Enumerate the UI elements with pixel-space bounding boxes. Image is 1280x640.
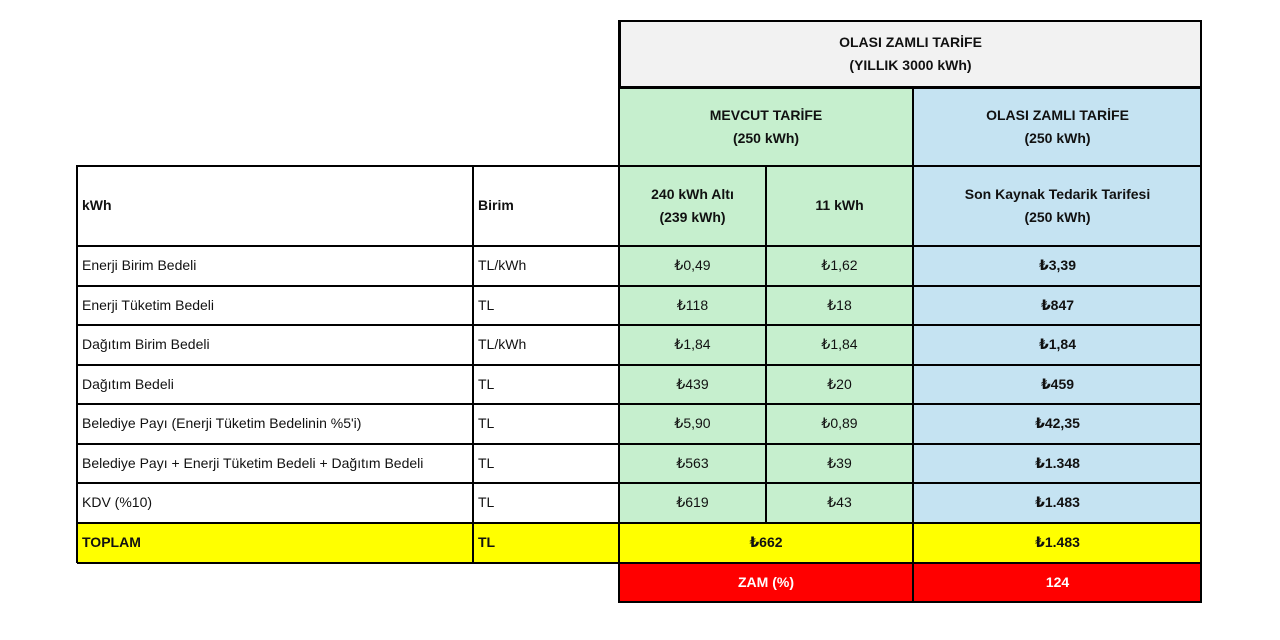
- row-last-resort-value: ₺42,35: [913, 404, 1202, 444]
- last-resort-title: Son Kaynak Tedarik Tarifesi: [964, 185, 1151, 202]
- row-unit: TL: [478, 415, 495, 432]
- row-label: Belediye Payı + Enerji Tüketim Bedeli + Dağıtım Bedeli: [82, 454, 424, 471]
- grid-line: [472, 165, 474, 563]
- row-label: Dağıtım Bedeli: [82, 375, 174, 392]
- row-label: Enerji Birim Bedeli: [82, 257, 197, 274]
- row-11-kwh-value: ₺0,89: [766, 404, 913, 444]
- last-resort-subtitle: (250 kWh): [1024, 209, 1091, 225]
- grid-line: [619, 87, 1202, 89]
- proposed-tariff-subtitle: (250 kWh): [1024, 130, 1091, 146]
- current-tariff-subtitle: (250 kWh): [732, 130, 800, 146]
- proposed-tariff-header: [913, 88, 1202, 166]
- grid-line: [77, 522, 1202, 524]
- grid-line: [76, 165, 78, 563]
- total-label: TOPLAM: [77, 523, 473, 563]
- row-last-resort-value: ₺1,84: [913, 325, 1202, 365]
- grid-line: [77, 443, 1202, 445]
- row-unit: TL/kWh: [478, 336, 527, 353]
- grid-line: [619, 601, 1202, 603]
- row-unit: TL: [478, 454, 495, 471]
- row-label: KDV (%10): [82, 494, 153, 511]
- row-unit: TL/kWh: [478, 257, 527, 274]
- row-last-resort-value: ₺3,39: [913, 246, 1202, 286]
- row-11-kwh-value: ₺1,84: [766, 325, 913, 365]
- current-tariff-title: MEVCUT TARİFE: [709, 106, 823, 123]
- below-240-title: 240 kWh Altı: [651, 185, 734, 202]
- row-11-kwh-value: ₺43: [766, 483, 913, 523]
- grid-line: [77, 324, 1202, 326]
- row-below-240-value: ₺563: [619, 444, 766, 483]
- row-last-resort-value: ₺1.348: [913, 444, 1202, 483]
- row-below-240-value: ₺0,49: [619, 246, 766, 286]
- grid-line: [77, 403, 1202, 405]
- below-240-subtitle: (239 kWh): [659, 209, 726, 225]
- column-header-unit: Birim: [478, 197, 514, 214]
- row-below-240-value: ₺5,90: [619, 404, 766, 444]
- current-tariff-header: [619, 88, 913, 166]
- row-label: Dağıtım Birim Bedeli: [82, 336, 210, 353]
- row-unit: TL: [478, 375, 495, 392]
- grid-line: [77, 364, 1202, 366]
- grid-line: [912, 87, 914, 603]
- grid-line: [1200, 20, 1202, 603]
- increase-label: ZAM (%): [619, 563, 913, 602]
- row-11-kwh-value: ₺20: [766, 365, 913, 404]
- row-unit: TL: [478, 494, 495, 511]
- row-last-resort-value: ₺459: [913, 365, 1202, 404]
- increase-value: 124: [913, 563, 1202, 602]
- row-last-resort-value: ₺847: [913, 286, 1202, 325]
- main-tariff-header: [619, 20, 1202, 88]
- grid-line: [77, 165, 619, 167]
- grid-line: [77, 482, 1202, 484]
- grid-line: [765, 165, 767, 523]
- total-last-resort-value: ₺1.483: [913, 523, 1202, 563]
- row-below-240-value: ₺1,84: [619, 325, 766, 365]
- proposed-tariff-title: OLASI ZAMLI TARİFE: [986, 106, 1129, 123]
- column-header-last-resort: [913, 166, 1202, 246]
- row-label: Enerji Tüketim Bedeli: [82, 296, 215, 313]
- grid-line: [77, 245, 1202, 247]
- row-label: Belediye Payı (Enerji Tüketim Bedelinin %5'i): [82, 415, 362, 432]
- row-last-resort-value: ₺1.483: [913, 483, 1202, 523]
- grid-line: [77, 562, 1202, 564]
- grid-line: [618, 20, 620, 603]
- column-header-11-kwh: 11 kWh: [766, 166, 913, 246]
- total-current-value: ₺662: [619, 523, 913, 563]
- total-unit: TL: [473, 523, 619, 563]
- row-below-240-value: ₺619: [619, 483, 766, 523]
- row-11-kwh-value: ₺18: [766, 286, 913, 325]
- row-below-240-value: ₺118: [619, 286, 766, 325]
- grid-line: [77, 285, 1202, 287]
- row-11-kwh-value: ₺1,62: [766, 246, 913, 286]
- main-tariff-subtitle: (YILLIK 3000 kWh): [849, 57, 972, 73]
- column-header-below-240: [619, 166, 766, 246]
- grid-line: [619, 165, 1202, 167]
- row-below-240-value: ₺439: [619, 365, 766, 404]
- main-tariff-title: OLASI ZAMLI TARİFE: [839, 33, 982, 50]
- row-11-kwh-value: ₺39: [766, 444, 913, 483]
- row-unit: TL: [478, 296, 495, 313]
- column-header-kwh: kWh: [82, 197, 112, 214]
